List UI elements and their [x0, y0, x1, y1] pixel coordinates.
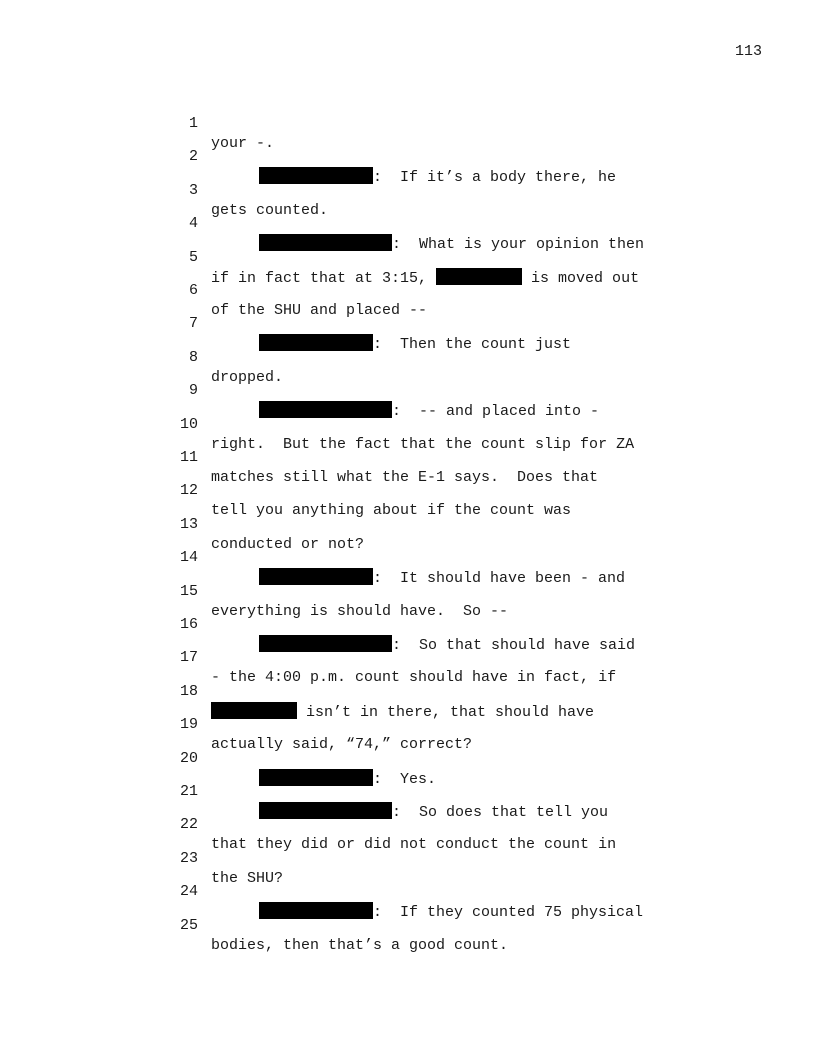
redacted-speaker [259, 902, 373, 919]
line-number: 23 [179, 849, 198, 867]
line-number: 5 [188, 248, 198, 266]
line-text: actually said, “74,” correct? [211, 736, 473, 754]
redacted-speaker [259, 802, 392, 819]
line-text: bodies, then that’s a good count. [211, 936, 509, 954]
line-number: 9 [188, 382, 198, 400]
line-text: your -. [211, 135, 275, 152]
line-number: 11 [179, 449, 198, 466]
line-text: the SHU? [211, 869, 284, 887]
line-number: 2 [188, 148, 198, 166]
line-text-content: : If it’s a body there, he [373, 169, 617, 187]
line-number: 4 [188, 215, 198, 233]
line-number: 12 [179, 482, 198, 500]
line-text [259, 568, 625, 589]
line-number: 21 [179, 783, 198, 800]
redacted-speaker [259, 334, 373, 351]
line-text-content: : So does that tell you [392, 804, 609, 821]
line-number: 13 [179, 515, 198, 533]
line-number: 20 [179, 749, 198, 767]
line-number: 19 [179, 716, 198, 734]
line-text-after: is moved out [522, 269, 640, 287]
transcript-line [0, 161, 329, 219]
line-text [259, 635, 635, 656]
page-number: 113 [734, 43, 762, 60]
line-text-content: : If they counted 75 physical [373, 904, 644, 922]
line-text: - the 4:00 p.m. count should have in fact, if [211, 669, 617, 687]
line-text-after: isn’t in there, that should have [297, 703, 595, 721]
line-text [259, 401, 599, 422]
redacted-name [211, 702, 297, 719]
line-number: 3 [188, 181, 198, 199]
line-text [259, 167, 616, 188]
line-number: 25 [179, 916, 198, 934]
line-number: 14 [179, 549, 198, 567]
line-text [211, 268, 639, 289]
redacted-speaker [259, 635, 392, 652]
redacted-speaker [259, 769, 373, 786]
line-number: 7 [188, 315, 198, 333]
line-text [259, 334, 571, 355]
redacted-name [436, 268, 522, 285]
redacted-speaker [259, 234, 392, 251]
line-number: 6 [188, 282, 198, 299]
line-number: 18 [179, 682, 198, 700]
line-number: 24 [179, 883, 198, 901]
line-text [259, 769, 436, 790]
line-text: matches still what the E-1 says. Does that [211, 469, 599, 486]
transcript-line [0, 328, 284, 386]
line-text-content: : It should have been - and [373, 570, 626, 588]
line-number: 15 [179, 582, 198, 600]
line-number: 17 [179, 649, 198, 667]
line-text-content: : Yes. [373, 770, 437, 788]
redacted-speaker [259, 167, 373, 184]
line-text [259, 902, 643, 923]
transcript-line [0, 495, 365, 553]
line-text-before: if in fact that at 3:15, [211, 269, 437, 287]
line-text: of the SHU and placed -- [211, 302, 428, 319]
line-number: 8 [188, 348, 198, 366]
redacted-speaker [259, 401, 392, 418]
line-text: right. But the fact that the count slip for ZA [211, 435, 635, 453]
line-text [259, 802, 608, 823]
line-text: conducted or not? [211, 535, 365, 553]
line-text [211, 702, 594, 723]
line-text: tell you anything about if the count was [211, 502, 572, 520]
line-text-content: : Then the count just [373, 336, 572, 354]
transcript-line [0, 829, 284, 887]
redacted-speaker [259, 568, 373, 585]
line-text-content: : What is your opinion then [392, 236, 645, 254]
line-number: 22 [179, 816, 198, 834]
line-text-content: : -- and placed into - [392, 403, 600, 421]
line-number: 16 [179, 616, 198, 633]
line-text: that they did or did not conduct the count in [211, 836, 617, 854]
line-text: dropped. [211, 368, 284, 386]
line-text [259, 234, 644, 255]
line-text-content: : So that should have said [392, 637, 636, 654]
line-number: 1 [188, 115, 198, 132]
line-number: 10 [179, 415, 198, 433]
transcript-line [0, 94, 275, 152]
line-text: everything is should have. So -- [211, 602, 509, 620]
line-text: gets counted. [211, 201, 329, 219]
